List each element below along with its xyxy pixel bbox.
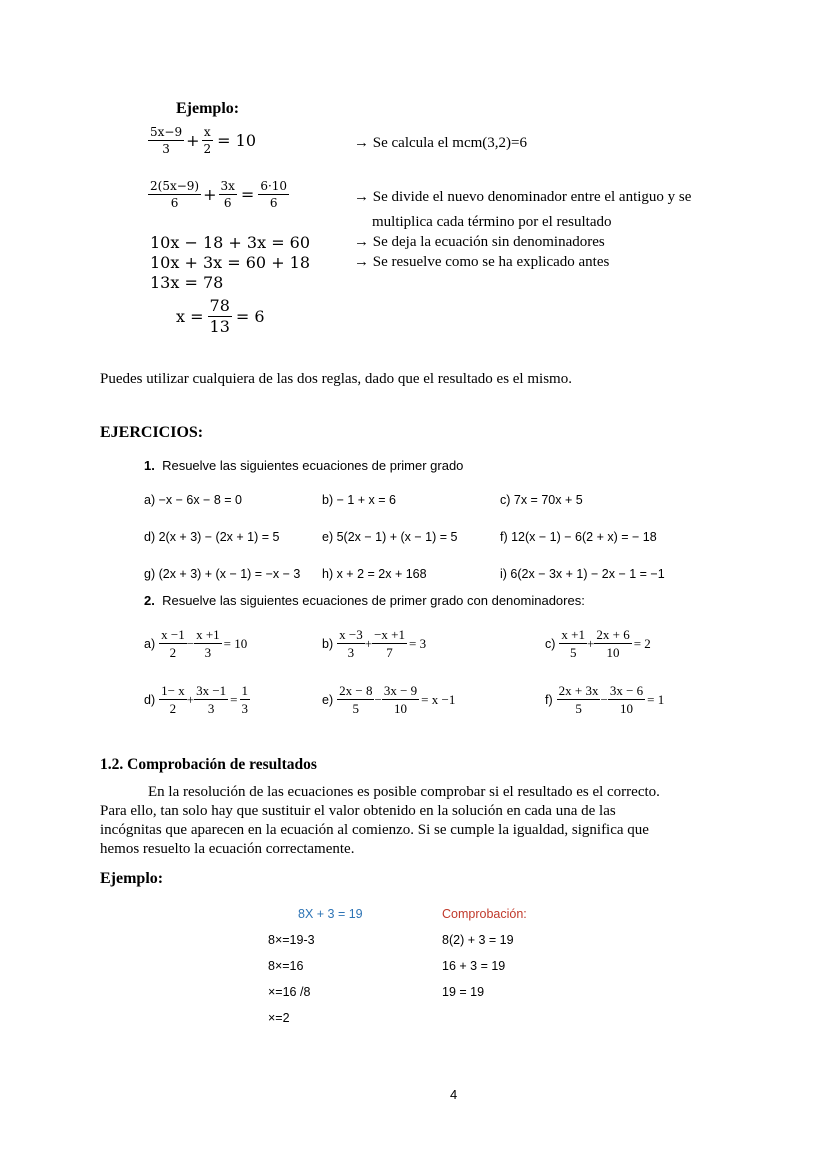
check-right-2: 16 + 3 = 19 bbox=[442, 959, 506, 973]
equation-4: 10x + 3x = 60 + 18 bbox=[150, 253, 311, 272]
example-2-title: Ejemplo: bbox=[100, 870, 164, 887]
check-right-3: 19 = 19 bbox=[442, 985, 485, 999]
remark: Puedes utilizar cualquiera de las dos reglas, dado que el resultado es el mismo. bbox=[100, 371, 572, 387]
exercise-2a: a) $\frac{x -1}{2}$ − $\frac{x +1}{3}$ = 10 bbox=[144, 627, 248, 660]
exercise-2e: e) $\frac{2x - 8}{5}$ − $\frac{3x - 9}{10}$ = x −1 bbox=[322, 683, 456, 716]
equation-1: $\frac{5x-9}{3}$ + $\frac{x}{2}$ = 10 bbox=[150, 125, 256, 156]
check-step-2: 8×=16 bbox=[268, 959, 304, 973]
exercise-1c: c) 7x = 70x + 5 bbox=[500, 493, 583, 507]
exercises-heading: EJERCICIOS: bbox=[100, 424, 204, 441]
exercise-1a: a) −x − 6x − 8 = 0 bbox=[144, 493, 242, 507]
exercise-1d: d) 2(x + 3) − (2x + 1) = 5 bbox=[144, 530, 280, 544]
equation-6: x = $\frac{78}{13}$ = 6 bbox=[176, 296, 265, 336]
check-right-1: 8(2) + 3 = 19 bbox=[442, 933, 514, 947]
example-title: Ejemplo: bbox=[176, 100, 240, 117]
exercise-1b: b) − 1 + x = 6 bbox=[322, 493, 397, 507]
note-3: → Se deja la ecuación sin denominadores bbox=[354, 234, 605, 250]
note-1: → Se calcula el mcm(3,2)=6 bbox=[354, 135, 527, 151]
check-step-4: ×=2 bbox=[268, 1011, 290, 1025]
check-equation: 8X + 3 = 19 bbox=[298, 907, 363, 921]
section-line-1: En la resolución de las ecuaciones es posible comprobar si el resultado es el correcto. bbox=[148, 784, 660, 800]
check-step-1: 8×=19-3 bbox=[268, 933, 315, 947]
note-2-cont: multiplica cada término por el resultado bbox=[372, 214, 612, 230]
section-line-2: Para ello, tan solo hay que sustituir el valor obtenido en la solución en cada una de las bbox=[100, 803, 616, 819]
note-2: → Se divide el nuevo denominador entre el antiguo y se bbox=[354, 189, 692, 205]
exercise-1h: h) x + 2 = 2x + 168 bbox=[322, 567, 427, 581]
equation-3: 10x − 18 + 3x = 60 bbox=[150, 233, 311, 252]
exercise-1i: i) 6(2x − 3x + 1) − 2x − 1 = −1 bbox=[500, 567, 665, 581]
exercise-2-title: 2. Resuelve las siguientes ecuaciones de primer grado con denominadores: bbox=[144, 593, 585, 608]
exercise-1g: g) (2x + 3) + (x − 1) = −x − 3 bbox=[144, 567, 301, 581]
page-number: 4 bbox=[450, 1087, 458, 1102]
section-line-3: incógnitas que aparecen en la ecuación al comienzo. Si se cumple la igualdad, significa que bbox=[100, 822, 649, 838]
check-heading: Comprobación: bbox=[442, 907, 527, 921]
note-4: → Se resuelve como se ha explicado antes bbox=[354, 254, 610, 270]
check-step-3: ×=16 /8 bbox=[268, 985, 311, 999]
section-line-4: hemos resuelto la ecuación correctamente. bbox=[100, 841, 355, 857]
equation-2: $\frac{2(5x-9)}{6}$ + $\frac{3x}{6}$ = $\frac{6\cdot 10}{6}$ bbox=[150, 179, 288, 210]
section-heading: 1.2. Comprobación de resultados bbox=[100, 756, 317, 773]
exercise-2f: f) $\frac{2x + 3x}{5}$ − $\frac{3x - 6}{10}$ = 1 bbox=[545, 683, 665, 716]
exercise-2d: d) $\frac{1- x}{2}$ + $\frac{3x -1}{3}$ = $\frac{1}{3}$ bbox=[144, 683, 248, 716]
exercise-1-title: 1. Resuelve las siguientes ecuaciones de primer grado bbox=[144, 458, 464, 473]
exercise-2b: b) $\frac{x -3}{3}$ + $\frac{-x +1}{7}$ = 3 bbox=[322, 627, 427, 660]
exercise-1e: e) 5(2x − 1) + (x − 1) = 5 bbox=[322, 530, 458, 544]
exercise-2c: c) $\frac{x +1}{5}$ + $\frac{2x + 6}{10}$ = 2 bbox=[545, 627, 651, 660]
exercise-1f: f) 12(x − 1) − 6(2 + x) = − 18 bbox=[500, 530, 657, 544]
equation-5: 13x = 78 bbox=[150, 273, 224, 292]
